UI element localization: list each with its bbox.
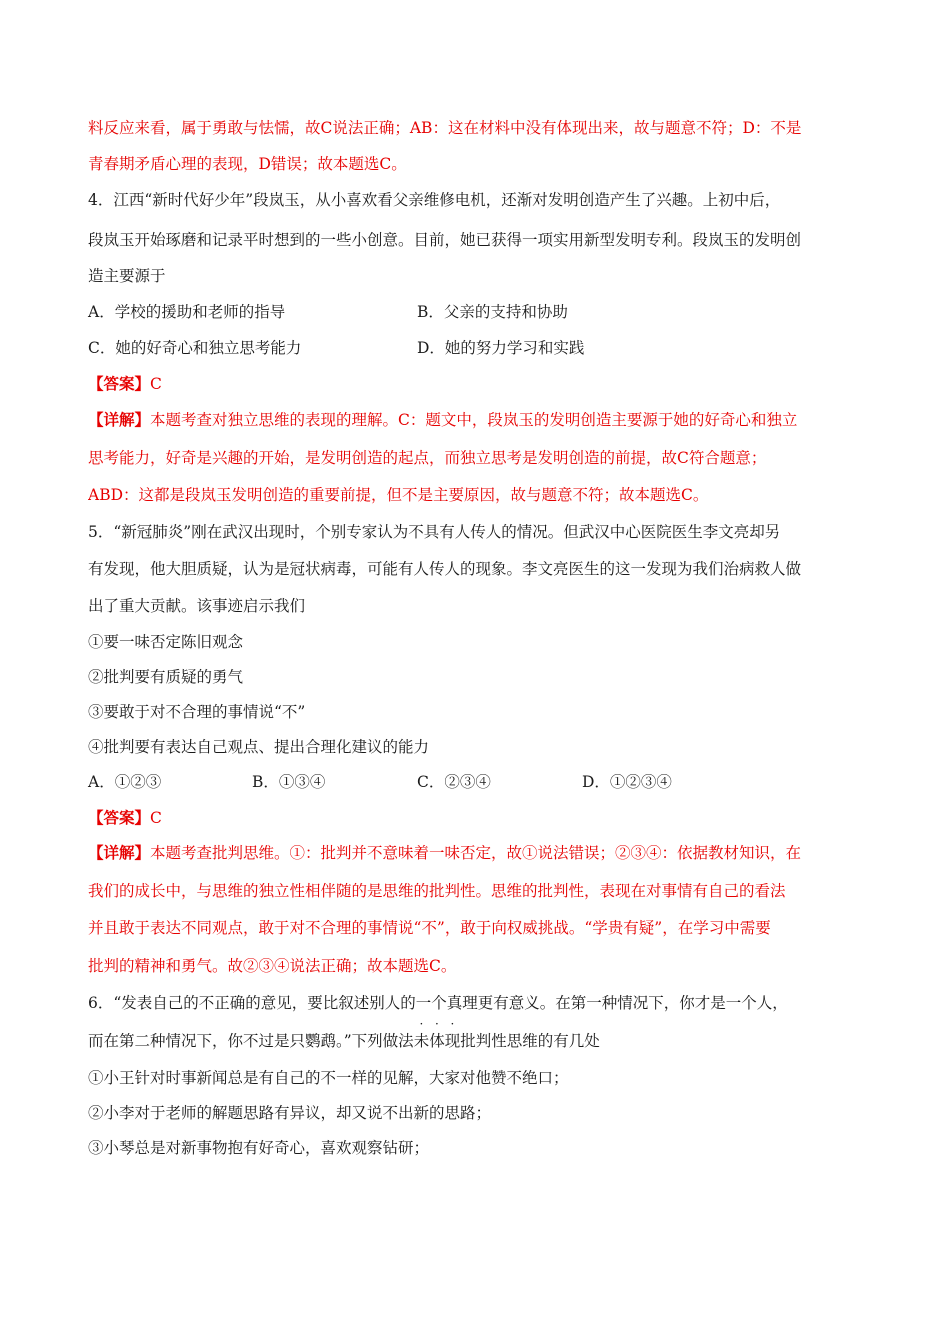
q4-detail-line-3: ABD：这都是段岚玉发明创造的重要前提，但不是主要原因，故与题意不符；故本题选C。 xyxy=(88,486,709,504)
q5-detail-line-2: 我们的成长中，与思维的独立性相伴随的是思维的批判性。思维的批判性，表现在对事情有自己的看法 xyxy=(88,882,786,900)
q6-emphasis-text: 未体现 xyxy=(413,1032,461,1050)
q4-detail-text-1: 本题考查对独立思维的表现的理解。C：题文中，段岚玉的发明创造主要源于她的好奇心和独立 xyxy=(150,411,798,429)
q4-answer-tag: 【答案】 xyxy=(88,374,151,393)
q5-detail-tag: 【详解】 xyxy=(88,843,151,862)
q6-stem-after: 批判性思维的有几处 xyxy=(460,1032,600,1050)
emphasis-dots: · · · xyxy=(419,1017,455,1031)
q5-detail-text-1: 本题考查批判思维。①：批判并不意味着一味否定，故①说法错误；②③④：依据教材知识，在 xyxy=(150,844,802,862)
q5-option-d: D．①②③④ xyxy=(582,773,672,791)
q5-item-2: ②批判要有质疑的勇气 xyxy=(88,668,244,686)
q5-detail-line-3: 并且敢于表达不同观点，敢于对不合理的事情说“不”，敢于向权威挑战。“学贵有疑”，在学习中需要 xyxy=(88,919,771,937)
q5-option-b: B．①③④ xyxy=(252,773,326,791)
q4-option-c: C．她的好奇心和独立思考能力 xyxy=(88,339,302,357)
q4-option-d: D．她的努力学习和实践 xyxy=(417,339,585,357)
q4-option-b: B．父亲的支持和协助 xyxy=(417,303,568,321)
q4-option-a: A．学校的援助和老师的指导 xyxy=(88,303,286,321)
q5-item-3: ③要敢于对不合理的事情说“不” xyxy=(88,703,306,721)
q5-detail-line-4: 批判的精神和勇气。故②③④说法正确；故本题选C。 xyxy=(88,957,457,975)
q5-stem-line-1: 5．“新冠肺炎”刚在武汉出现时，个别专家认为不具有人传人的情况。但武汉中心医院医生李文亮却另 xyxy=(88,523,781,541)
q6-stem-line-1: 6．“发表自己的不正确的意见，要比叙述别人的一个真理更有意义。在第一种情况下，你才是一个人， xyxy=(88,994,788,1012)
q5-option-c: C．②③④ xyxy=(417,773,491,791)
q6-stem-line-2 xyxy=(88,1017,870,1052)
q4-stem-line-3: 造主要源于 xyxy=(88,267,166,285)
q4-stem-line-2: 段岚玉开始琢磨和记录平时想到的一些小创意。目前，她已获得一项实用新型发明专利。段岚玉的发明创 xyxy=(88,231,802,249)
q6-item-3: ③小琴总是对新事物抱有好奇心，喜欢观察钻研； xyxy=(88,1139,430,1157)
q4-detail-line-2: 思考能力，好奇是兴趣的开始，是发明创造的起点，而独立思考是发明创造的前提，故C符合题意； xyxy=(88,449,767,467)
q3-detail-line-1: 料反应来看，属于勇敢与怯懦，故C说法正确；AB：这在材料中没有体现出来，故与题意不符；D：不是 xyxy=(88,119,802,137)
q5-answer xyxy=(88,807,870,829)
q6-item-1: ①小王针对时事新闻总是有自己的不一样的见解，大家对他赞不绝口； xyxy=(88,1069,569,1087)
q3-detail-line-2: 青春期矛盾心理的表现，D错误；故本题选C。 xyxy=(88,155,407,173)
q5-answer-value: C xyxy=(150,809,162,827)
q4-detail-tag: 【详解】 xyxy=(88,410,151,429)
q5-stem-line-2: 有发现，他大胆质疑，认为是冠状病毒，可能有人传人的现象。李文亮医生的这一发现为我们治病救人做 xyxy=(88,560,802,578)
q6-emphasis xyxy=(413,1017,461,1050)
q6-stem-before: 而在第二种情况下，你不过是只鹦鹉。”下列做法 xyxy=(88,1032,414,1050)
q4-answer xyxy=(88,373,870,395)
q5-item-1: ①要一味否定陈旧观念 xyxy=(88,633,244,651)
q5-stem-line-3: 出了重大贡献。该事迹启示我们 xyxy=(88,597,306,615)
q5-answer-tag: 【答案】 xyxy=(88,808,151,827)
q5-option-a: A．①②③ xyxy=(88,773,162,791)
q6-item-2: ②小李对于老师的解题思路有异议，却又说不出新的思路； xyxy=(88,1104,492,1122)
q4-stem-line-1: 4．江西“新时代好少年”段岚玉，从小喜欢看父亲维修电机，还渐对发明创造产生了兴趣。上初中后， xyxy=(88,191,781,209)
q4-answer-value: C xyxy=(150,375,162,393)
q4-detail-line-1 xyxy=(88,409,870,431)
q5-detail-line-1 xyxy=(88,842,870,864)
q5-item-4: ④批判要有表达自己观点、提出合理化建议的能力 xyxy=(88,738,430,756)
